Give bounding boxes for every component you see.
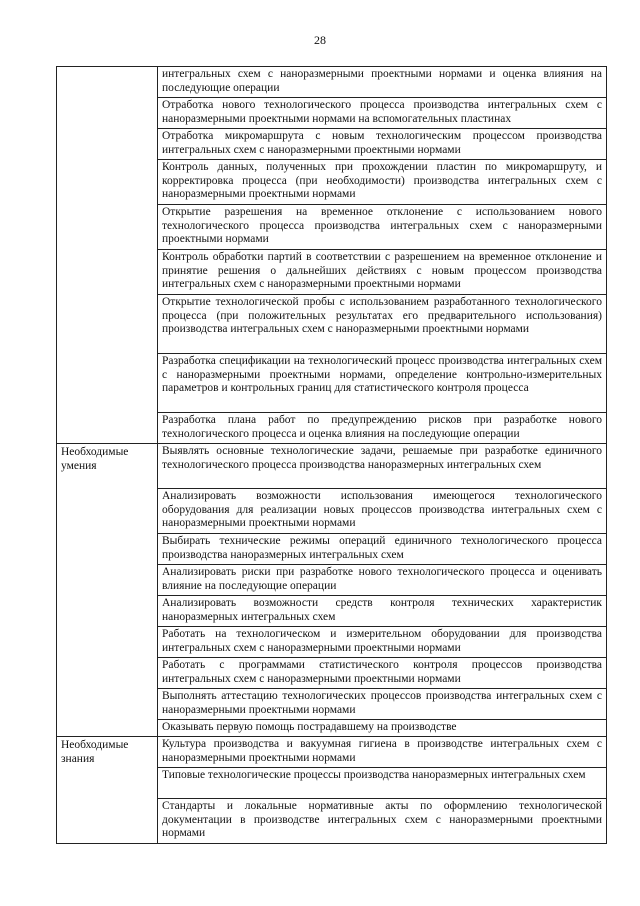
table-cell: Выявлять основные технологические задачи, решаемые при разработке единичного технологического процесса производства наноразмерных интегральных схем (158, 444, 607, 489)
row-label-skills: Необходимые умения (57, 444, 158, 737)
table-cell: Работать на технологическом и измерительном оборудовании для производства интегральных схем с наноразмерными проектными нормами (158, 627, 607, 658)
table-cell: Культура производства и вакуумная гигиена в производстве интегральных схем с наноразмерными проектными нормами (158, 737, 607, 768)
row-label-knowledge: Необходимые знания (57, 737, 158, 844)
table-cell: Выполнять аттестацию технологических процессов производства интегральных схем с наноразмерными проектными нормами (158, 689, 607, 720)
table-cell: интегральных схем с наноразмерными проектными нормами и оценка влияния на последующие операции (158, 67, 607, 98)
table-cell: Выбирать технические режимы операций единичного технологического процесса производства наноразмерных интегральных схем (158, 534, 607, 565)
table-cell: Отработка микромаршрута с новым технологическим процессом производства интегральных схем с наноразмерными проектными нормами (158, 129, 607, 160)
row-label-actions (57, 67, 158, 444)
table-row (57, 67, 607, 98)
table-cell: Открытие технологической пробы с использованием разработанного технологического процесса (при положительных результатах его предварительного использования) производства интегральных схем с наноразмерными проектными нормами (158, 295, 607, 354)
table-cell: Разработка спецификации на технологический процесс производства интегральных схем с наноразмерными проектными нормами, определение контрольно-измерительных параметров и контрольных границ для статистического контроля процесса (158, 354, 607, 413)
table-cell: Работать с программами статистического контроля процессов производства интегральных схем с наноразмерными проектными нормами (158, 658, 607, 689)
table-cell: Стандарты и локальные нормативные акты по оформлению технологической документации в производстве интегральных схем с наноразмерными проектными нормами (158, 799, 607, 844)
table-cell: Анализировать возможности использования имеющегося технологического оборудования для реализации новых процессов производства интегральных схем с наноразмерными проектными нормами (158, 489, 607, 534)
table-cell: Анализировать риски при разработке нового технологического процесса и оценивать влияние на последующие операции (158, 565, 607, 596)
table-row (57, 444, 607, 489)
table-row (57, 737, 607, 768)
table-cell: Контроль данных, полученных при прохождении пластин по микромаршруту, и корректировка процесса (при необходимости) производства интегральных схем с наноразмерными проектными нормами (158, 160, 607, 205)
table-cell: Открытие разрешения на временное отклонение с использованием нового технологического процесса производства интегральных схем с наноразмерными проектными нормами (158, 205, 607, 250)
competency-table (56, 66, 607, 844)
table-cell: Разработка плана работ по предупреждению рисков при разработке нового технологического процесса и оценка влияния на последующие операции (158, 413, 607, 444)
table-cell: Отработка нового технологического процесса производства интегральных схем с наноразмерными проектными нормами на вспомогательных пластинах (158, 98, 607, 129)
page-number: 28 (314, 33, 326, 47)
table-cell: Контроль обработки партий в соответствии с разрешением на временное отклонение и принятие решения о дальнейших действиях с новым процессом производства интегральных схем с наноразмерными проектными нормами (158, 250, 607, 295)
table-cell: Анализировать возможности средств контроля технических характеристик наноразмерных интегральных схем (158, 596, 607, 627)
table-cell: Оказывать первую помощь пострадавшему на производстве (158, 720, 607, 737)
table-cell: Типовые технологические процессы производства наноразмерных интегральных схем (158, 768, 607, 799)
